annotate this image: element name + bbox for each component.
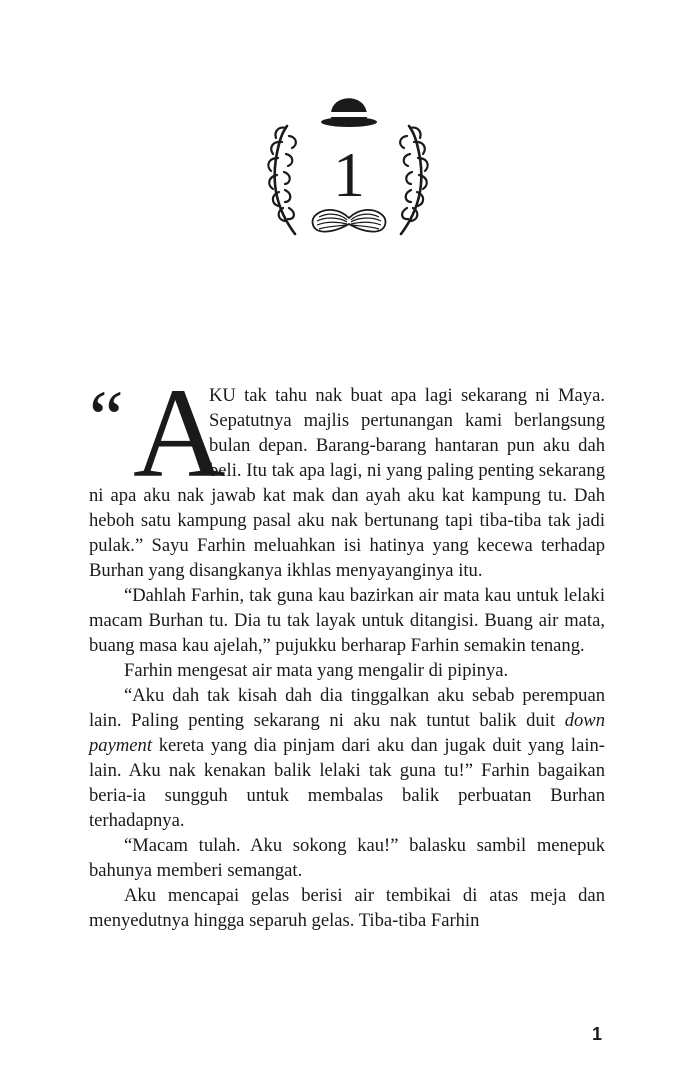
italic-term: down payment [89, 710, 605, 756]
bowler-hat-icon [321, 98, 377, 127]
chapter-number: 1 [333, 139, 365, 210]
paragraph-text: “Dahlah Farhin, tak guna kau bazirkan air mata kau untuk lelaki macam Burhan tu. Dia tu tak layak untuk ditangisi. Buang air mata, buang masa kau ajelah,” pujukku berharap Farhin semakin tenang. [89, 585, 605, 656]
paragraph [89, 833, 605, 883]
paragraph [89, 583, 605, 658]
drop-cap-group [89, 362, 226, 504]
paragraph [89, 658, 605, 683]
chapter-emblem [255, 84, 441, 246]
paragraph-text: “Macam tulah. Aku sokong kau!” balasku sambil menepuk bahunya memberi semangat. [89, 835, 605, 881]
paragraph-text: Farhin mengesat air mata yang mengalir di pipinya. [124, 660, 509, 681]
paragraph [89, 883, 605, 933]
drop-cap: A [133, 362, 226, 504]
paragraph [89, 362, 605, 583]
paragraph-text: KU tak tahu nak buat apa lagi sekarang ni Maya. Sepatutnya majlis pertunangan kami berlangsung bulan depan. Barang-barang hantaran pun aku dah beli. Itu tak apa lagi, ni yang paling penting sekarang ni apa aku nak jawab kat mak dan ayah aku kat kampung tu. Dah heboh satu kampung pasal aku nak bertunang tapi tiba-tiba tak jadi pulak.” Sayu Farhin meluahkan isi hatinya yang kecewa terhadap Burhan yang disangkanya ikhlas menyayanginya itu. [89, 385, 605, 581]
paragraph-text: “Aku dah tak kisah dah dia tinggalkan aku sebab perempuan lain. Paling penting sekarang ni aku nak tuntut balik duit [89, 685, 605, 731]
laurel-wreath-icon [268, 126, 295, 234]
paragraph [89, 683, 605, 833]
mustache-icon [313, 210, 386, 232]
page-number: 1 [591, 1024, 602, 1044]
laurel-wreath-icon [400, 126, 427, 234]
paragraph-text: kereta yang dia pinjam dari aku dan jugak duit yang lain-lain. Aku nak kenakan balik lelaki tak guna tu!” Farhin bagaikan beria-ia sungguh untuk membalas balik perbuatan Burhan terhadapnya. [89, 735, 605, 831]
paragraph-text: Aku mencapai gelas berisi air tembikai di atas meja dan menyedutnya hingga separuh gelas. Tiba-tiba Farhin [89, 885, 605, 931]
drop-quote: “ [89, 374, 124, 461]
chapter-body [89, 362, 605, 933]
